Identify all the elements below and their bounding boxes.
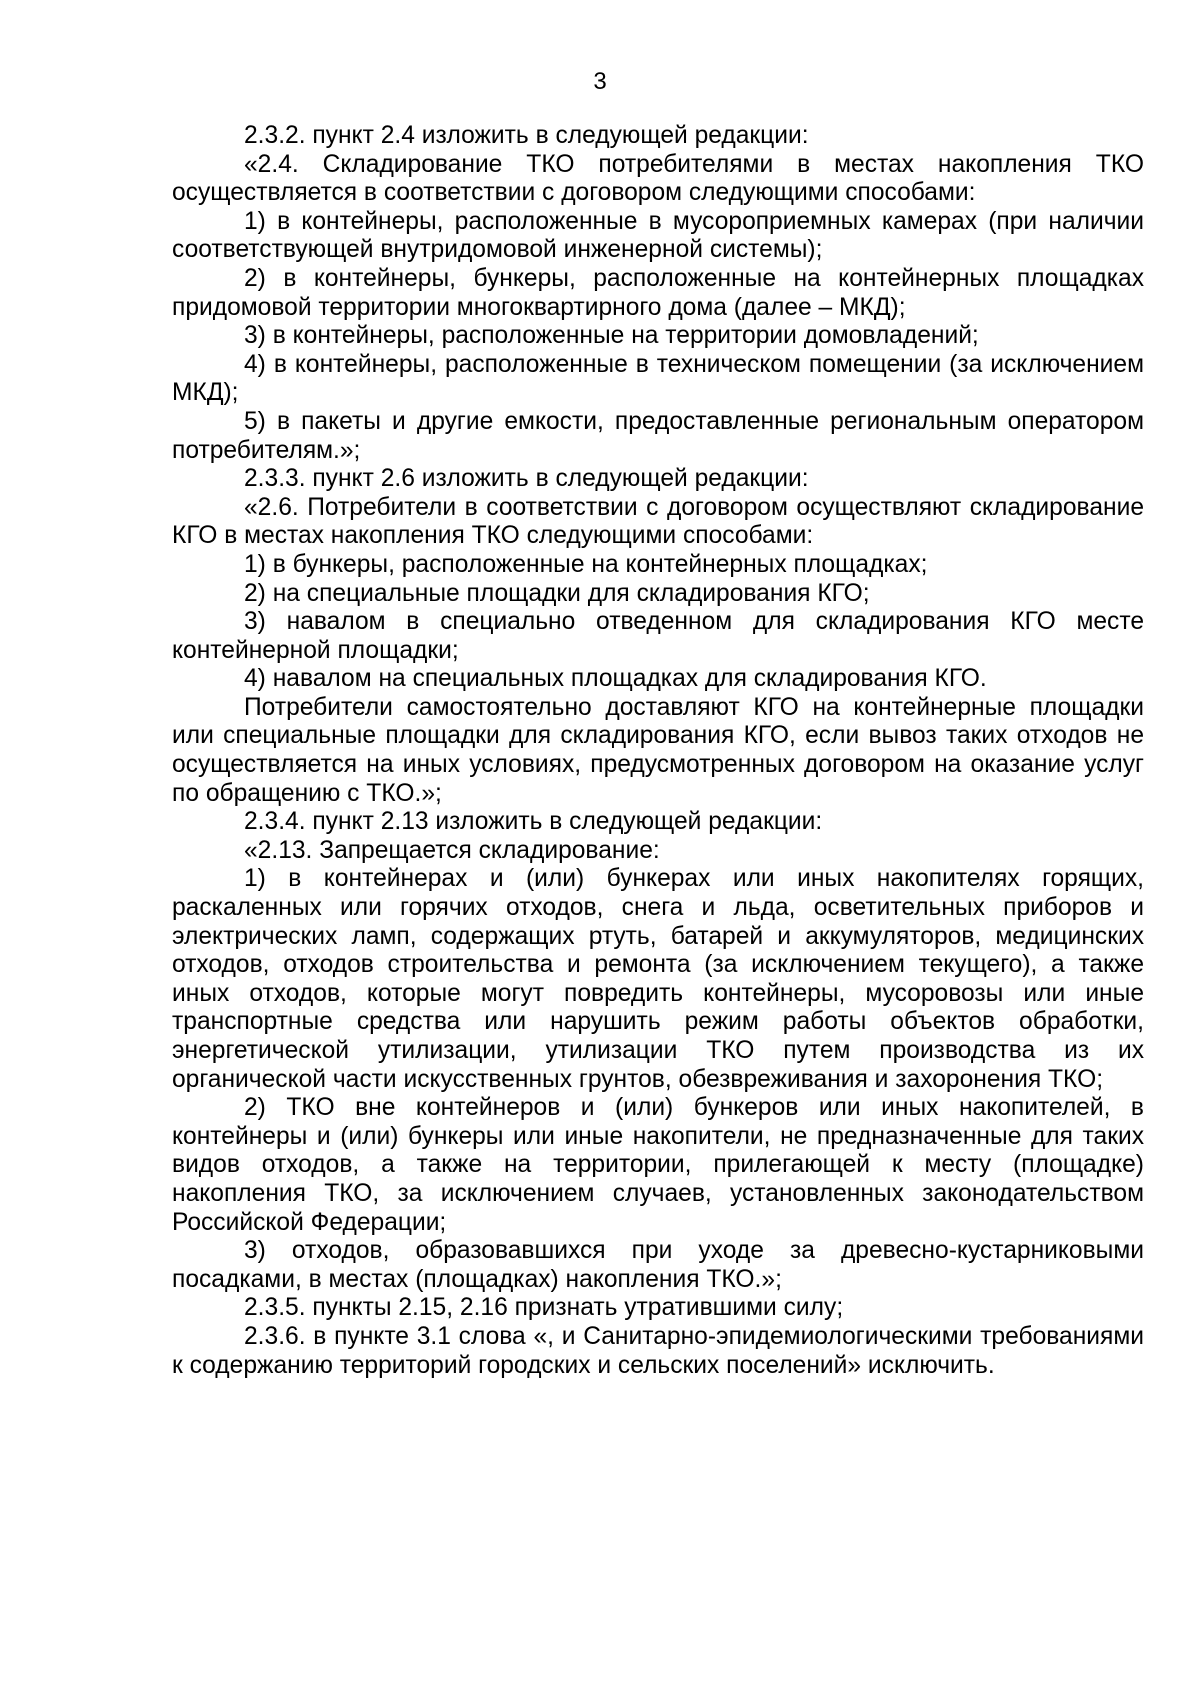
list-item: 1) в бункеры, расположенные на контейнерных площадках;	[244, 550, 928, 578]
paragraph-2-3-3: 2.3.3. пункт 2.6 изложить в следующей редакции:	[244, 465, 809, 493]
list-item: 3) отходов, образовавшихся при уходе за древесно-кустарниковыми посадками, в местах (площадках) накопления ТКО.»;	[172, 1237, 1144, 1293]
paragraph-2-3-4: 2.3.4. пункт 2.13 изложить в следующей редакции:	[244, 808, 823, 836]
list-item: 1) в контейнерах и (или) бункерах или иных накопителях горящих, раскаленных или горячих отходов, снега и льда, осветительных приборов и электрических ламп, содержащих ртуть, батарей и аккумуляторов, медицинских отходов, отходов строительства и ремонта (за исключением текущего), а также иных отходов, которые могут повредить контейнеры, мусоровозы или иные транспортные средства или нарушить режим работы объектов обработки, энергетической утилизации, утилизации ТКО путем производства из их органической части искусственных грунтов, обезвреживания и захоронения ТКО;	[172, 865, 1144, 1093]
list-item: 2) на специальные площадки для складирования КГО;	[244, 579, 870, 607]
paragraph-2-3-5: 2.3.5. пункты 2.15, 2.16 признать утратившими силу;	[244, 1294, 844, 1322]
list-item: 4) навалом на специальных площадках для складирования КГО.	[244, 665, 987, 693]
document-body	[172, 122, 1144, 1380]
list-item: 3) в контейнеры, расположенные на территории домовладений;	[244, 322, 979, 350]
paragraph-2-3-2: 2.3.2. пункт 2.4 изложить в следующей редакции:	[244, 122, 809, 149]
list-item: 4) в контейнеры, расположенные в техническом помещении (за исключением МКД);	[172, 350, 1144, 407]
paragraph-2-6-intro: «2.6. Потребители в соответствии с договором осуществляют складирование КГО в местах накопления ТКО следующими способами:	[172, 493, 1144, 550]
list-item: 3) навалом в специально отведенном для складирования КГО месте контейнерной площадки;	[172, 608, 1144, 664]
list-item: 2) в контейнеры, бункеры, расположенные на контейнерных площадках придомовой территории многоквартирного дома (далее – МКД);	[172, 264, 1144, 321]
page-number: 3	[593, 68, 607, 95]
list-item: 2) ТКО вне контейнеров и (или) бункеров или иных накопителей, в контейнеры и (или) бункеры или иные накопители, не предназначенные для таких видов отходов, а также на территории, прилегающей к месту (площадке) накопления ТКО, за исключением случаев, установленных законодательством Российской Федерации;	[172, 1094, 1144, 1236]
list-item: 1) в контейнеры, расположенные в мусороприемных камерах (при наличии соответствующей внутридомовой инженерной системы);	[172, 207, 1144, 264]
paragraph-2-13-intro: «2.13. Запрещается складирование:	[244, 836, 660, 864]
paragraph-consumers-delivery: Потребители самостоятельно доставляют КГО на контейнерные площадки или специальные площадки для складирования КГО, если вывоз таких отходов не осуществляется на иных условиях, предусмотренных договором на оказание услуг по обращению с ТКО.»;	[172, 693, 1144, 807]
paragraph-2-4-intro: «2.4. Складирование ТКО потребителями в местах накопления ТКО осуществляется в соответствии с договором следующими способами:	[172, 150, 1144, 207]
list-item: 5) в пакеты и другие емкости, предоставленные региональным оператором потребителям.»;	[172, 407, 1144, 464]
paragraph-2-3-6: 2.3.6. в пункте 3.1 слова «, и Санитарно-эпидемиологическими требованиями к содержанию территорий городских и сельских поселений» исключить.	[172, 1322, 1144, 1379]
